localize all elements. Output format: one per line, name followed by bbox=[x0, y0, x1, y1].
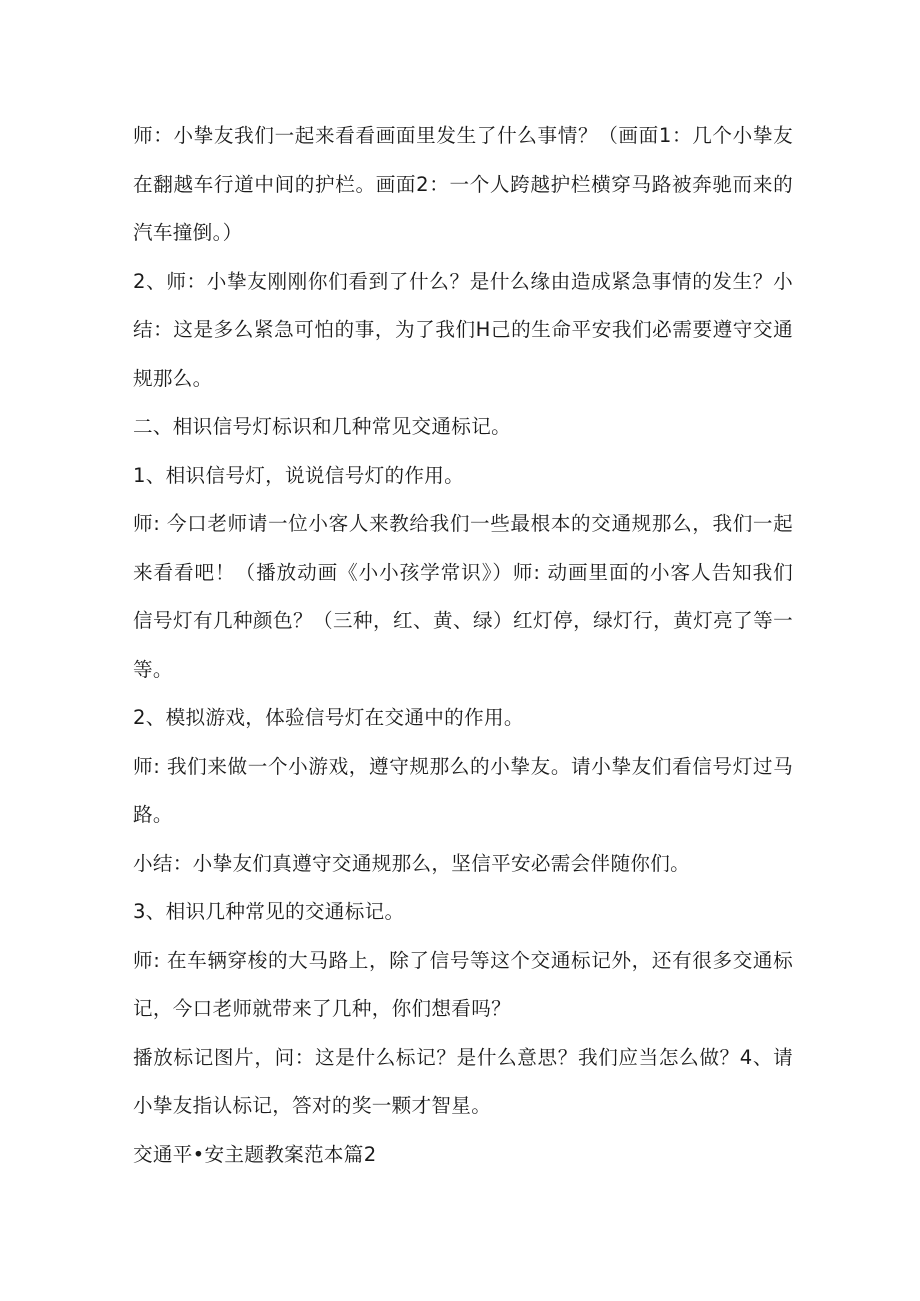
section-heading-traffic-signs: 二、相识信号灯标识和几种常见交通标记。 bbox=[133, 415, 511, 438]
paragraph-sign-pictures: 播放标记图片，问：这是什么标记？是什么意思？我们应当怎么做？4、请小挚友指认标记，答对的奖一颗才智星。 bbox=[133, 1045, 793, 1117]
paragraph-summary-2: 小结：小挚友们真遵守交通规那么，坚信平安必需会伴随你们。 bbox=[133, 851, 691, 875]
paragraph-summary-1: 2、师：小挚友刚刚你们看到了什么？是什么缘由造成紧急事情的发生？小结：这是多么紧急可怕的事，为了我们H己的生命平安我们必需要遵守交通规那么。 bbox=[133, 269, 793, 390]
paragraph-game: 师: 我们来做一个小游戏，遵守规那么的小挚友。请小挚友们看信号灯过马路。 bbox=[133, 754, 793, 826]
paragraph-intro-question: 师：小挚友我们一起来看看画面里发生了什么事情？（画面1：几个小挚友在翻越车行道中间的护栏。画面2：一个人跨越护栏横穿马路被奔驰而来的汽车撞倒。） bbox=[133, 124, 793, 244]
paragraph-animation: 师: 今口老师请一位小客人来教给我们一些最根本的交通规那么，我们一起来看看吧！（播放动画《小小孩学常识》）师: 动画里面的小客人告知我们信号灯有几种颜色？（三种，红、黄、绿）红灯停，绿灯行，黄灯亮了等一等。 bbox=[133, 512, 793, 681]
step-heading-signal-lights: 1、相识信号灯，说说信号灯的作用。 bbox=[133, 463, 465, 487]
step-heading-signs: 3、相识几种常见的交通标记。 bbox=[133, 900, 405, 923]
document-body bbox=[133, 112, 793, 1179]
paragraph-next-title: 交通平•安主题教案范本篇2 bbox=[133, 1142, 377, 1166]
step-heading-game: 2、模拟游戏，体验信号灯在交通中的作用。 bbox=[133, 706, 524, 729]
paragraph-signs: 师: 在车辆穿梭的大马路上，除了信号等这个交通标记外，还有很多交通标记，今口老师就带来了几种，你们想看吗？ bbox=[133, 948, 793, 1020]
